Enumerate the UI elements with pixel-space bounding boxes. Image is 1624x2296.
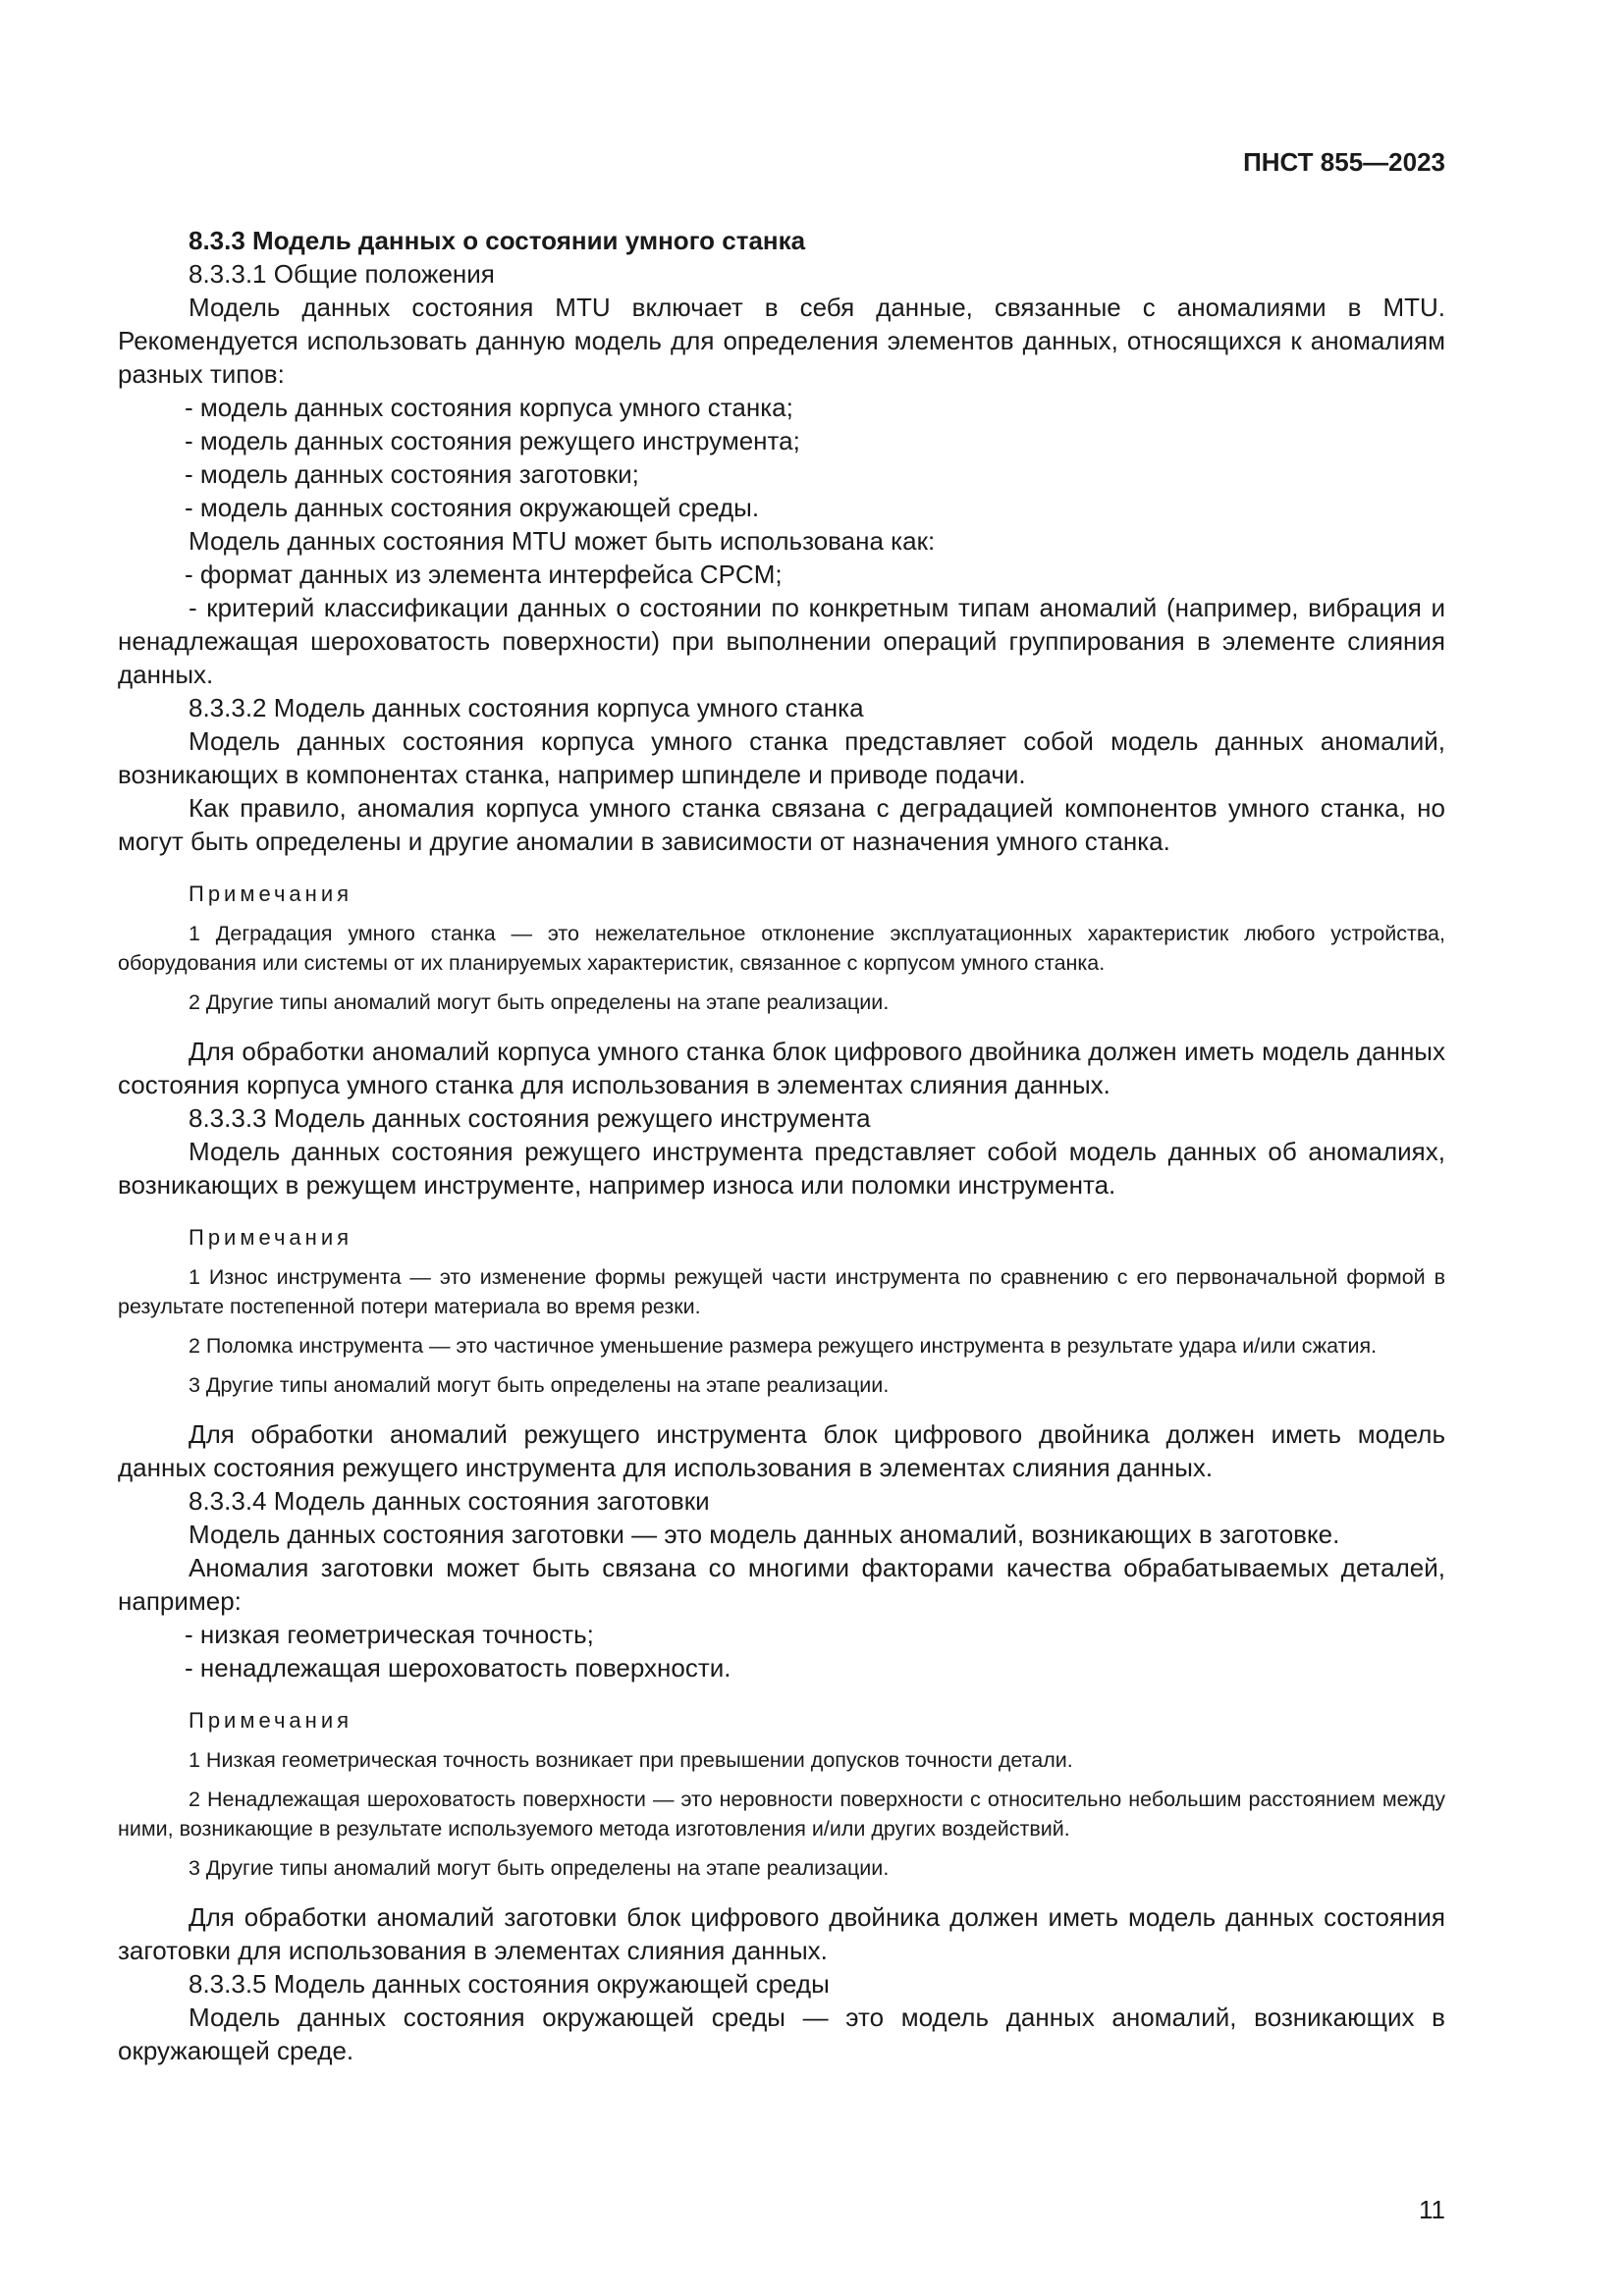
- paragraph: Модель данных состояния режущего инструмента представляет собой модель данных об аномалиях, возникающих в режущем инструменте, например износа или поломки инструмента.: [118, 1137, 1445, 1200]
- paragraph: Аномалия заготовки может быть связана со многими факторами качества обрабатываемых деталей, например:: [118, 1553, 1445, 1616]
- notes-block: [118, 1223, 1445, 1400]
- paragraph: Для обработки аномалий заготовки блок цифрового двойника должен иметь модель данных состояния заготовки для использования в элементах слияния данных.: [118, 1902, 1445, 1965]
- list-item: - ненадлежащая шероховатость поверхности.: [185, 1653, 731, 1682]
- list-item: - модель данных состояния заготовки;: [185, 459, 639, 489]
- note: 1 Деградация умного станка — это нежелательное отклонение эксплуатационных характеристик любого устройства, оборудования или системы от их планируемых характеристик, связанное с корпусом умного станка.: [118, 922, 1445, 975]
- list-item: - модель данных состояния корпуса умного станка;: [185, 393, 793, 422]
- document-body: [118, 224, 1445, 2067]
- notes-block: [118, 1706, 1445, 1883]
- paragraph: Для обработки аномалий корпуса умного станка блок цифрового двойника должен иметь модель данных состояния корпуса умного станка для использования в элементах слияния данных.: [118, 1037, 1445, 1099]
- paragraph: Модель данных состояния заготовки — это модель данных аномалий, возникающих в заготовке.: [189, 1520, 1340, 1549]
- note: 2 Поломка инструмента — это частичное уменьшение размера режущего инструмента в результате удара и/или сжатия.: [189, 1334, 1378, 1358]
- list-item: - низкая геометрическая точность;: [185, 1620, 594, 1649]
- list-item: - модель данных состояния окружающей среды.: [185, 493, 760, 522]
- note: 3 Другие типы аномалий могут быть определены на этапе реализации.: [189, 1856, 890, 1880]
- note: 1 Низкая геометрическая точность возникает при превышении допусков точности детали.: [189, 1748, 1073, 1772]
- paragraph: Модель данных состояния MTU включает в себя данные, связанные с аномалиями в MTU. Рекомендуется использовать данную модель для определения элементов данных, относящихся к аномалиям разных типов:: [118, 293, 1445, 389]
- list-item: - критерий классификации данных о состоянии по конкретным типам аномалий (например, вибрация и ненадлежащая шероховатость поверхности) при выполнении операций группирования в элементе слияния данных.: [118, 593, 1445, 689]
- notes-block: [118, 880, 1445, 1017]
- document-code: ПНСТ 855—2023: [1243, 147, 1445, 177]
- notes-heading: Примечания: [189, 881, 353, 906]
- notes-heading: Примечания: [189, 1708, 353, 1733]
- note: 3 Другие типы аномалий могут быть определены на этапе реализации.: [189, 1373, 890, 1397]
- subsection-title: 8.3.3.2 Модель данных состояния корпуса умного станка: [189, 693, 864, 722]
- paragraph: Для обработки аномалий режущего инструмента блок цифрового двойника должен иметь модель данных состояния режущего инструмента для использования в элементах слияния данных.: [118, 1419, 1445, 1482]
- subsection-title: 8.3.3.3 Модель данных состояния режущего инструмента: [189, 1103, 871, 1133]
- note: 2 Ненадлежащая шероховатость поверхности — это неровности поверхности с относительно небольшим расстоянием между ними, возникающие в результате используемого метода изготовления и/или других воздействий.: [118, 1788, 1445, 1841]
- list-item: - модель данных состояния режущего инструмента;: [185, 426, 800, 455]
- paragraph: Модель данных состояния корпуса умного станка представляет собой модель данных аномалий, возникающих в компонентах станка, например шпинделе и приводе подачи.: [118, 726, 1445, 789]
- note: 2 Другие типы аномалий могут быть определены на этапе реализации.: [189, 990, 890, 1014]
- subsection-title: 8.3.3.4 Модель данных состояния заготовки: [189, 1486, 710, 1516]
- subsection-title: 8.3.3.1 Общие положения: [189, 259, 495, 289]
- subsection-title: 8.3.3.5 Модель данных состояния окружающей среды: [189, 1969, 830, 1999]
- paragraph: Как правило, аномалия корпуса умного станка связана с деградацией компонентов умного станка, но могут быть определены и другие аномалии в зависимости от назначения умного станка.: [118, 793, 1445, 856]
- note: 1 Износ инструмента — это изменение формы режущей части инструмента по сравнению с его первоначальной формой в результате постепенной потери материала во время резки.: [118, 1265, 1445, 1318]
- list-item: - формат данных из элемента интерфейса CPCM;: [185, 560, 783, 589]
- section-heading: 8.3.3 Модель данных о состоянии умного станка: [189, 226, 806, 255]
- paragraph: Модель данных состояния MTU может быть использована как:: [189, 526, 936, 556]
- paragraph: Модель данных состояния окружающей среды — это модель данных аномалий, возникающих в окружающей среде.: [118, 2002, 1445, 2065]
- page-number: 11: [1419, 2195, 1445, 2224]
- notes-heading: Примечания: [189, 1225, 353, 1250]
